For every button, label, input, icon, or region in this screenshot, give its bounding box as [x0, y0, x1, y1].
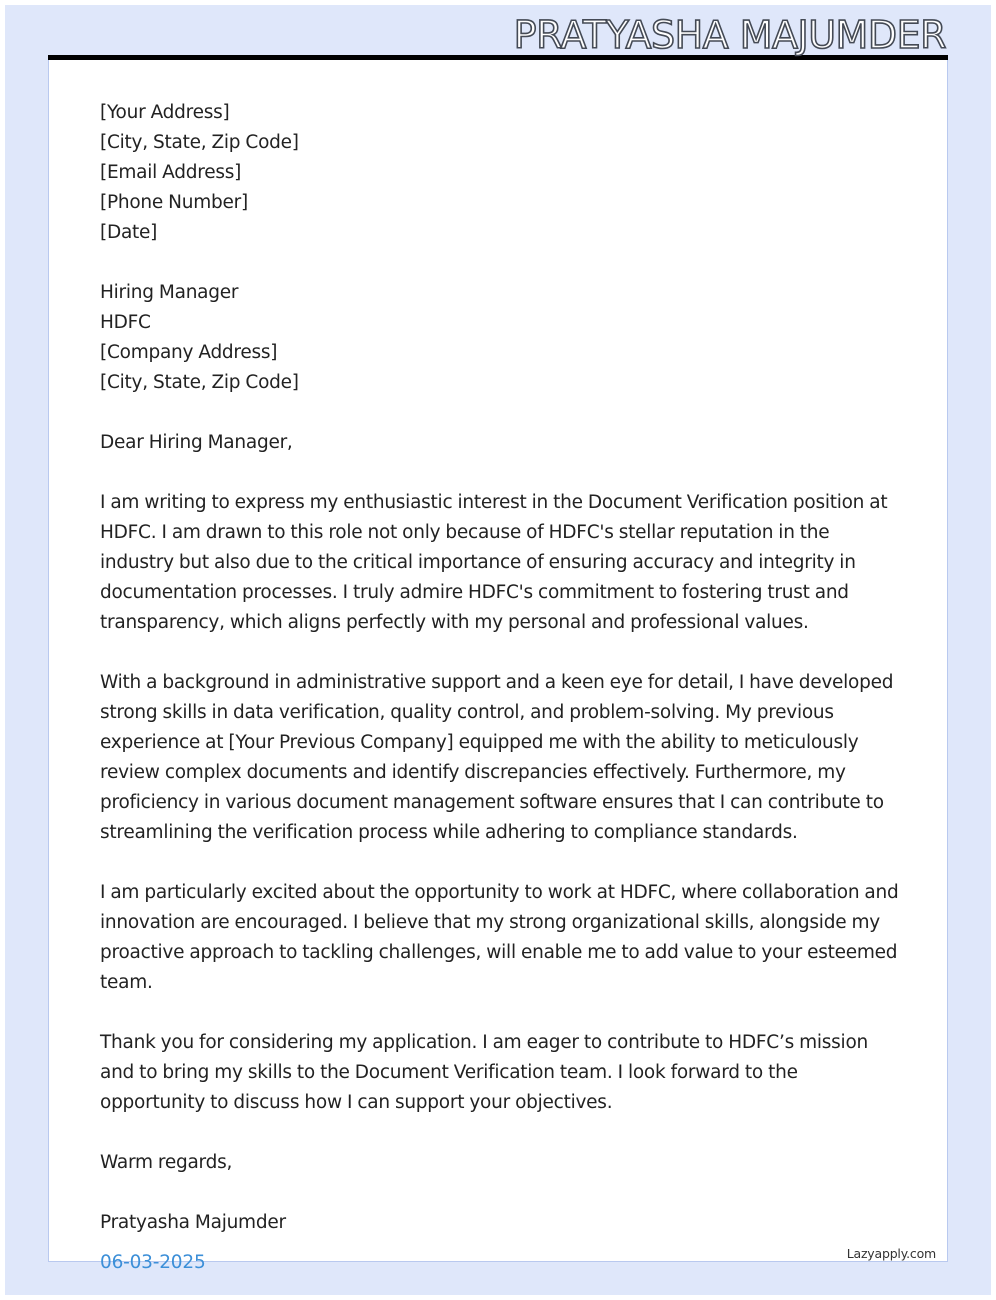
- spacer: [100, 398, 900, 428]
- header-name: PRATYASHA MAJUMDER: [513, 13, 946, 57]
- sender-block: [100, 98, 900, 248]
- letter-body: [100, 98, 900, 1238]
- spacer: [100, 1178, 900, 1208]
- closing: Warm regards,: [100, 1152, 233, 1173]
- sender-city-state-zip: [City, State, Zip Code]: [100, 132, 299, 153]
- footer-site-tag: Lazyapply.com: [846, 1246, 936, 1261]
- recipient-address: [Company Address]: [100, 342, 278, 363]
- body-paragraph-1: I am writing to express my enthusiastic interest in the Document Verification position at HDFC. I am drawn to this role not only because of HDFC's stellar reputation in the industry but also due to the critical importance of ensuring accuracy and integrity in documentation processes. I truly admire HDFC's commitment to fostering trust and transparency, which aligns perfectly with my personal and professional values.: [100, 492, 888, 633]
- recipient-block: [100, 278, 900, 398]
- signature-name: Pratyasha Majumder: [100, 1212, 286, 1233]
- body-paragraph-2: With a background in administrative support and a keen eye for detail, I have developed strong skills in data verification, quality control, and problem-solving. My previous experience at [Your Previous Company] equipped me with the ability to meticulously review complex documents and identify discrepancies effectively. Furthermore, my proficiency in various document management software ensures that I can contribute to streamlining the verification process while adhering to compliance standards.: [100, 672, 894, 843]
- sender-email: [Email Address]: [100, 162, 242, 183]
- body-paragraph-3: I am particularly excited about the opportunity to work at HDFC, where collaboration and innovation are encouraged. I believe that my strong organizational skills, alongside my proactive approach to tackling challenges, will enable me to add value to your esteemed team.: [100, 882, 899, 993]
- recipient-company: HDFC: [100, 312, 151, 333]
- recipient-title: Hiring Manager: [100, 282, 239, 303]
- salutation: Dear Hiring Manager,: [100, 432, 293, 453]
- recipient-city-state-zip: [City, State, Zip Code]: [100, 372, 299, 393]
- footer-date: 06-03-2025: [100, 1252, 206, 1273]
- body-paragraph-4: Thank you for considering my application. I am eager to contribute to HDFC’s mission and to bring my skills to the Document Verification team. I look forward to the opportunity to discuss how I can support your objectives.: [100, 1032, 868, 1113]
- spacer: [100, 458, 900, 488]
- sender-address: [Your Address]: [100, 102, 230, 123]
- spacer: [100, 248, 900, 278]
- sender-phone: [Phone Number]: [100, 192, 248, 213]
- sender-date: [Date]: [100, 222, 158, 243]
